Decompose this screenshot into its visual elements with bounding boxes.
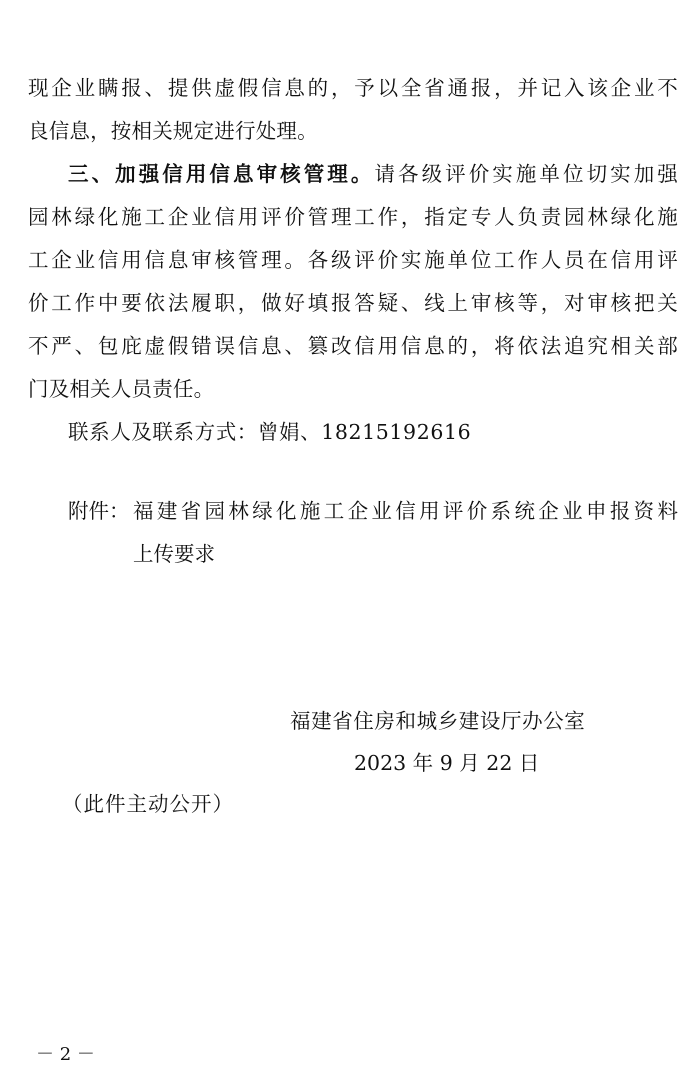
- page-number: － 2 －: [36, 1044, 95, 1065]
- issuer-name: 福建省住房和城乡建设厅办公室: [290, 709, 586, 733]
- body-text-line: 价工作中要依法履职，做好填报答疑、线上审核等，对审核把关: [28, 291, 678, 315]
- body-text-line: 工企业信用信息审核管理。各级评价实施单位工作人员在信用评: [28, 248, 678, 272]
- disclosure-note: （此件主动公开）: [62, 792, 234, 816]
- body-text-line: 不严、包庇虚假错误信息、篡改信用信息的，将依法追究相关部: [28, 334, 678, 358]
- attachment-label: 附件：: [68, 499, 130, 523]
- attachment-title-line: 上传要求: [133, 542, 215, 566]
- body-text-line: 园林绿化施工企业信用评价管理工作，指定专人负责园林绿化施: [28, 205, 678, 229]
- section-three-first-line-text: 请各级评价实施单位切实加强: [374, 162, 678, 186]
- issue-date: 2023 年 9 月 22 日: [354, 751, 540, 775]
- attachment-title-line: 福建省园林绿化施工企业信用评价系统企业申报资料: [133, 499, 678, 523]
- contact-info: 联系人及联系方式：曾娟、18215192616: [68, 420, 472, 444]
- body-text-line: 良信息，按相关规定进行处理。: [28, 119, 318, 143]
- body-text-line: 门及相关人员责任。: [28, 377, 215, 401]
- body-text-line: 现企业瞒报、提供虚假信息的，予以全省通报，并记入该企业不: [28, 76, 678, 100]
- section-three-first-line: [68, 160, 678, 188]
- section-three-heading: 三、加强信用信息审核管理。: [68, 162, 375, 186]
